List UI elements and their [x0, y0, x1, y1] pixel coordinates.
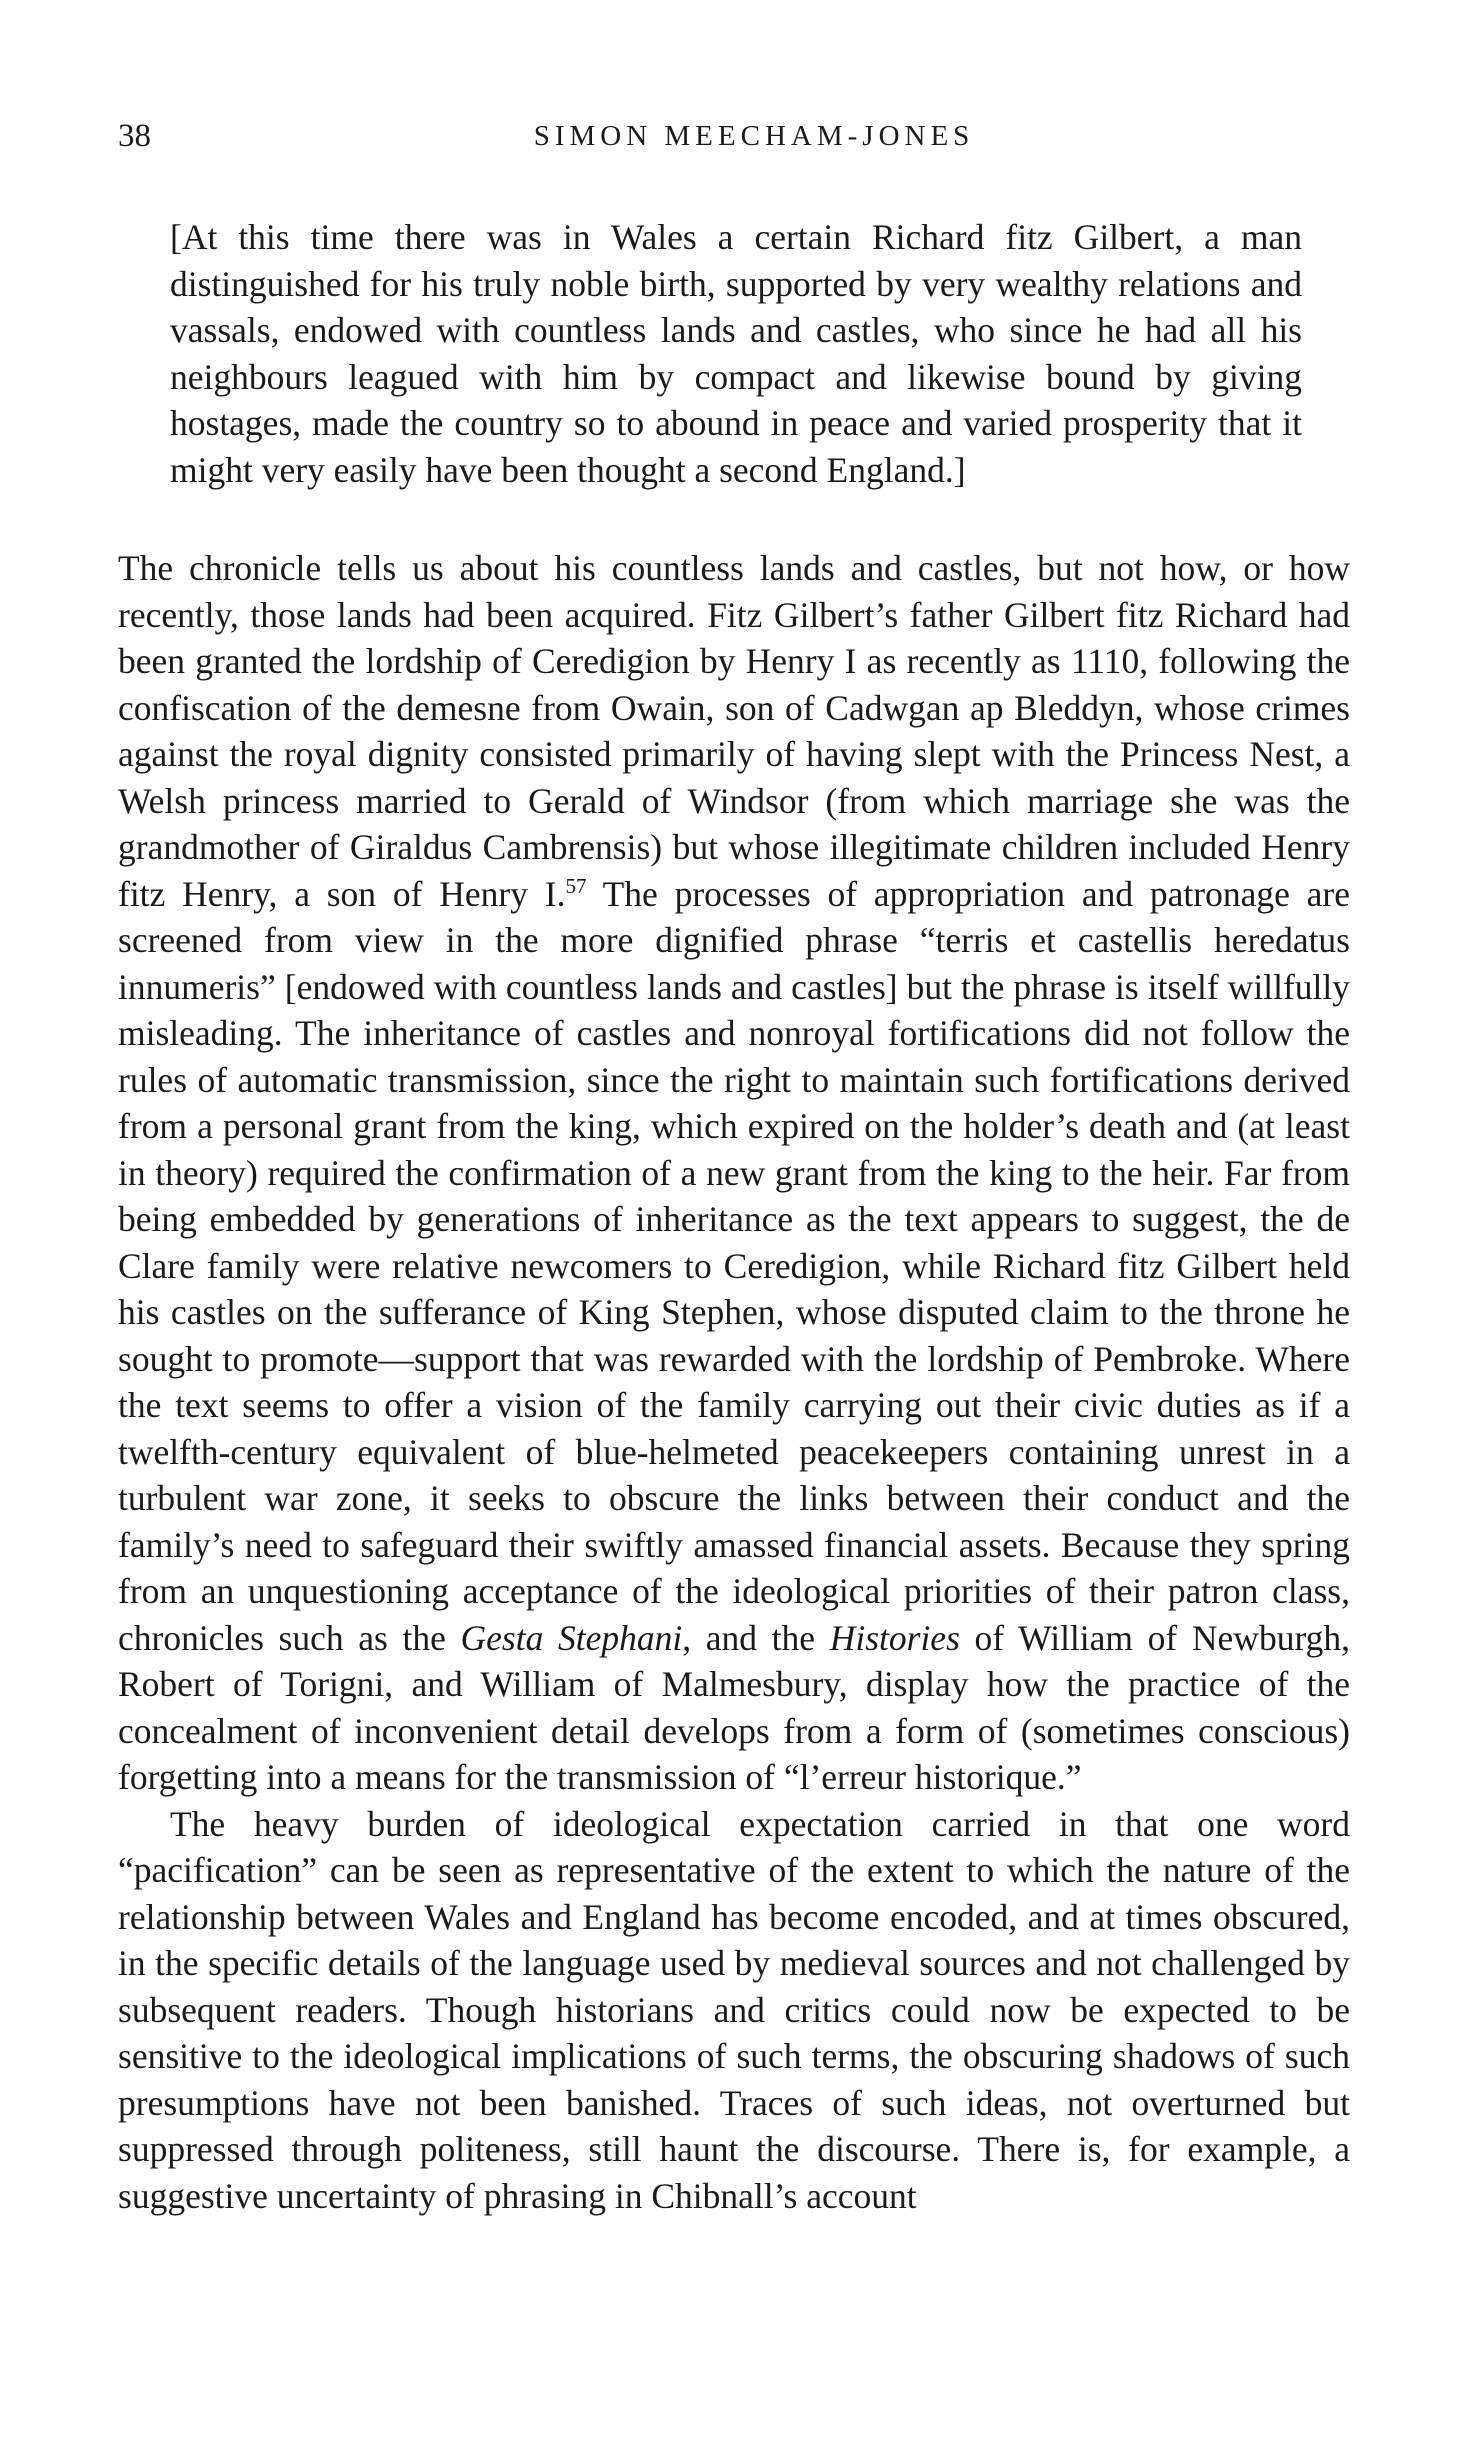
running-head [118, 108, 1350, 164]
title-gesta-stephani: Gesta Stephani [460, 1617, 683, 1658]
footnote-ref-57[interactable]: 57 [565, 873, 587, 898]
block-quote: [At this time there was in Wales a certain Richard fitz Gilbert, a man distinguished for his truly noble birth, supported by very wealthy relations and vassals, endowed with countless lands and castles, who since he had all his neighbours leagued with him by compact and likewise bound by giving hostages, made the country so to abound in peace and varied prosperity that it might very easily have been thought a second England.] [170, 217, 1302, 490]
book-page [118, 108, 1350, 2219]
paragraph-1-part-4: of William of Newburgh, Robert of Torigni, and William of Malmesbury, display how the practice of the concealment of inconvenient detail develops from a form of (sometimes conscious) forgetting into a means for the transmission of “l’erreur historique.” [118, 1617, 1350, 1797]
paragraph-1-part-1: The chronicle tells us about his countless lands and castles, but not how, or how recently, those lands had been acquired. Fitz Gilbert’s father Gilbert fitz Richard had been granted the lordship of Ceredigion by Henry I as recently as 1110, following the confiscation of the demesne from Owain, son of Cadwgan ap Bleddyn, whose crimes against the royal dignity consisted primarily of having slept with the Princess Nest, a Welsh princess married to Gerald of Windsor (from which marriage she was the grandmother of Giraldus Cambrensis) but whose illegitimate children included Henry fitz Henry, a son of Henry I. [118, 548, 1350, 914]
paragraph-2: The heavy burden of ideological expectation carried in that one word “pacification” can be seen as representative of the extent to which the nature of the relationship between Wales and England has become encoded, and at times obscured, in the specific details of the language used by medieval sources and not challenged by subsequent readers. Though historians and critics could now be expected to be sensitive to the ideological implications of such terms, the obscuring shadows of such presumptions have not been banished. Traces of such ideas, not overturned but suppressed through politeness, still haunt the discourse. There is, for example, a suggestive uncertainty of phrasing in Chibnall’s account [118, 1803, 1350, 2216]
page-number: 38 [118, 118, 151, 154]
paragraph-1-part-2: The processes of appropriation and patronage are screened from view in the more dignified phrase “terris et castellis heredatus innumeris” [endowed with countless lands and castles] but the phrase is itself willfully misleading. The inheritance of castles and nonroyal fortifications did not follow the rules of automatic transmission, since the right to maintain such fortifications derived from a personal grant from the king, which expired on the holder’s death and (at least in theory) required the confirmation of a new grant from the king to the heir. Far from being embedded by generations of inheritance as the text appears to suggest, the de Clare family were relative newcomers to Ceredigion, while Richard fitz Gilbert held his castles on the sufferance of King Stephen, whose disputed claim to the throne he sought to promote—support that was rewarded with the lordship of Pembroke. Where the text seems to offer a vision of the family carrying out their civic duties as if a twelfth-century equivalent of blue-helmeted peacekeepers containing unrest in a turbulent war zone, it seeks to obscure the links between their conduct and the family’s need to safeguard their swiftly amassed financial assets. Because they spring from an unquestioning acceptance of the ideological priorities of their patron class, chronicles such as the [118, 873, 1350, 1658]
body-text [118, 545, 1350, 2219]
running-title: SIMON MEECHAM-JONES [533, 120, 975, 152]
paragraph-1-part-3: , and the [682, 1617, 830, 1658]
title-histories: Histories [829, 1617, 960, 1658]
paragraph-1 [118, 545, 1350, 1801]
